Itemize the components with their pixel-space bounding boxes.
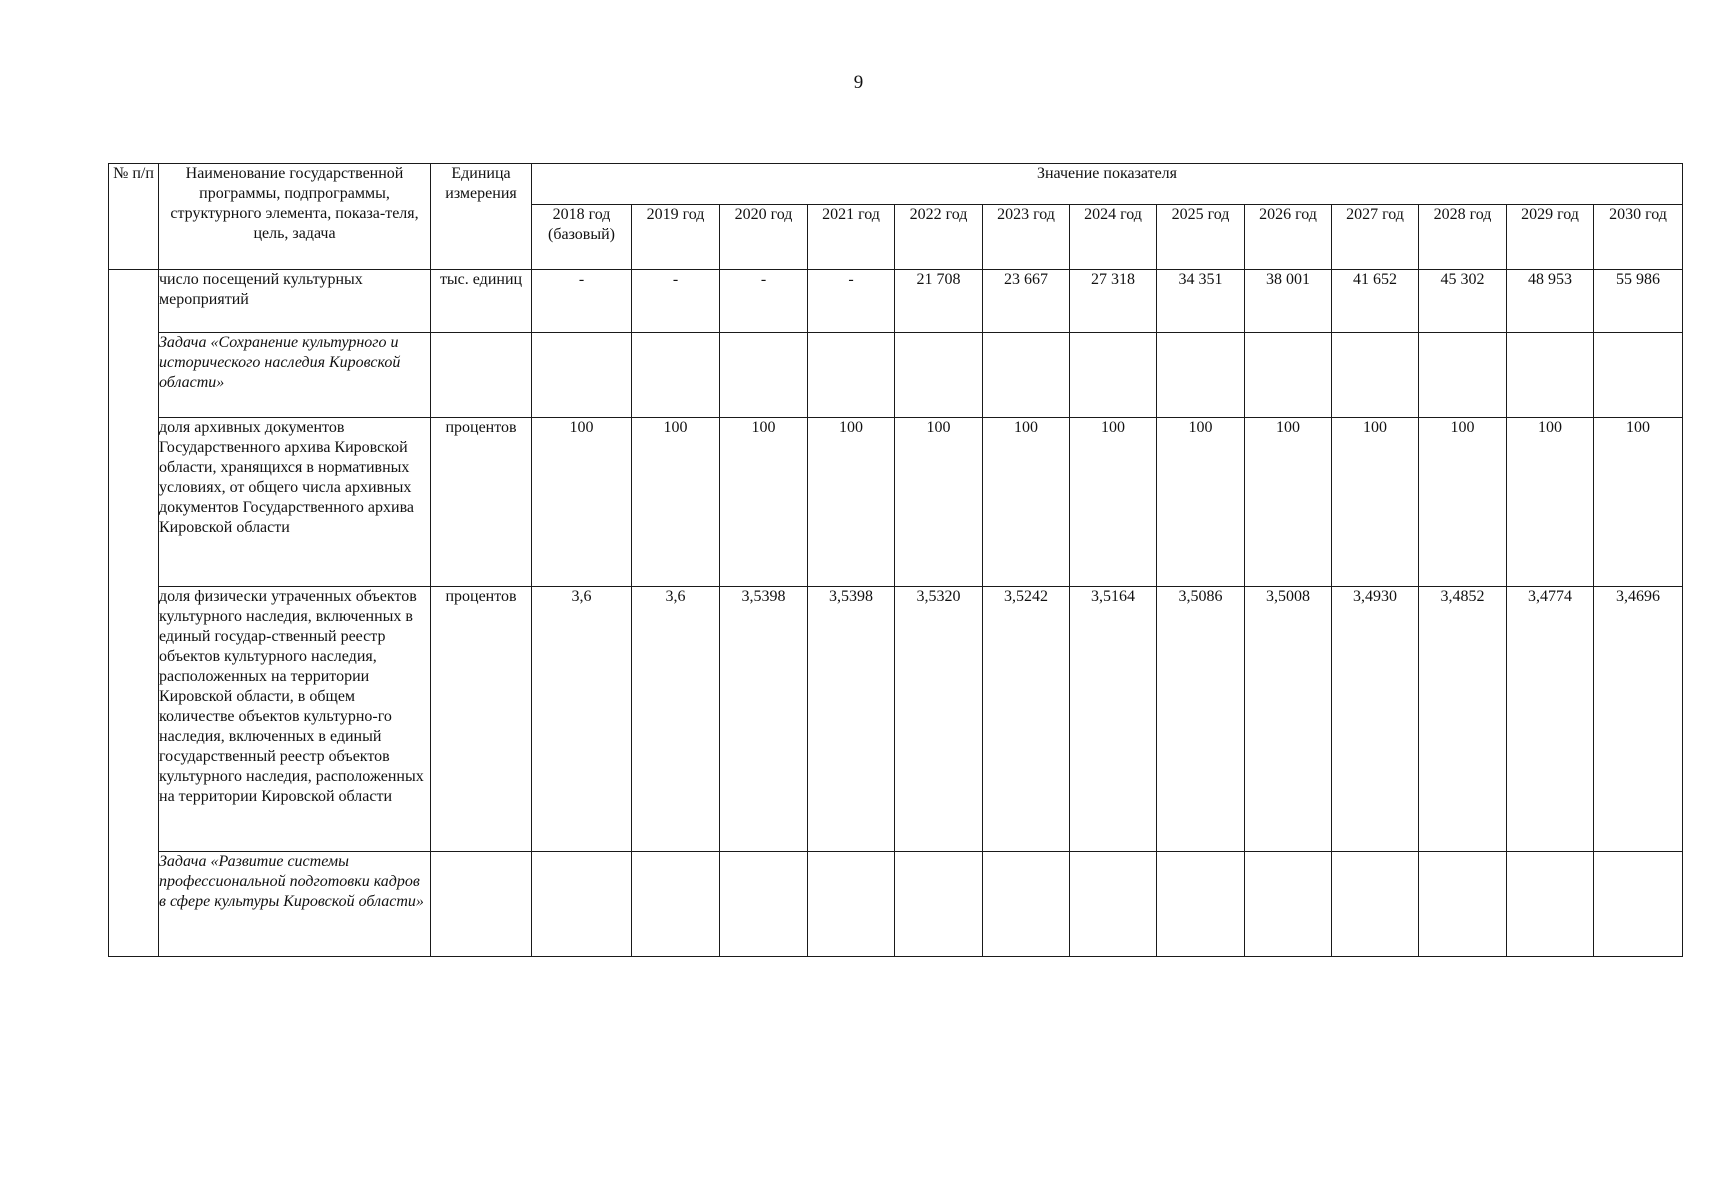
value-cell xyxy=(1507,333,1594,418)
value-cell: 21 708 xyxy=(895,270,983,333)
value-cell: 3,6 xyxy=(632,587,720,852)
value-cell: 100 xyxy=(808,418,895,587)
value-cell: 3,5398 xyxy=(808,587,895,852)
header-year-2018-note: (базовый) xyxy=(548,226,615,243)
value-cell xyxy=(808,852,895,957)
value-cell: 100 xyxy=(983,418,1070,587)
value-cell xyxy=(983,852,1070,957)
value-cell xyxy=(895,333,983,418)
value-cell xyxy=(720,852,808,957)
value-cell: 3,6 xyxy=(532,587,632,852)
value-cell xyxy=(1419,333,1507,418)
value-cell xyxy=(895,852,983,957)
page-number: 9 xyxy=(853,72,864,93)
value-cell: 48 953 xyxy=(1507,270,1594,333)
value-cell: 100 xyxy=(632,418,720,587)
value-cell: 100 xyxy=(1332,418,1419,587)
header-year-2018-label: 2018 год xyxy=(552,206,611,223)
value-cell xyxy=(808,333,895,418)
header-year-2022: 2022 год xyxy=(895,205,983,270)
value-cell xyxy=(1332,852,1419,957)
value-cell: 3,4774 xyxy=(1507,587,1594,852)
indicator-unit xyxy=(431,852,532,957)
value-cell: 3,5086 xyxy=(1157,587,1245,852)
header-year-2018 xyxy=(532,205,632,270)
header-num: № п/п xyxy=(109,164,159,270)
value-cell: 100 xyxy=(895,418,983,587)
value-cell xyxy=(983,333,1070,418)
value-cell: 3,5320 xyxy=(895,587,983,852)
header-year-2027: 2027 год xyxy=(1332,205,1419,270)
row-number-cell xyxy=(109,270,159,957)
header-year-2030: 2030 год xyxy=(1594,205,1683,270)
value-cell: 34 351 xyxy=(1157,270,1245,333)
value-cell: - xyxy=(720,270,808,333)
indicator-unit: процентов xyxy=(431,418,532,587)
value-cell: 100 xyxy=(720,418,808,587)
value-cell: 100 xyxy=(1070,418,1157,587)
value-cell xyxy=(1419,852,1507,957)
table-row xyxy=(109,852,1683,957)
value-cell xyxy=(532,333,632,418)
value-cell: 55 986 xyxy=(1594,270,1683,333)
indicator-name: доля физически утраченных объектов культурного наследия, включенных в единый государ-ственный реестр объектов культурного наследия, расположенных на территории Кировской области, в общем количестве объектов культурно-го наследия, включенных в единый государственный реестр объектов культурного наследия, расположенных на территории Кировской области xyxy=(159,587,431,852)
value-cell: 45 302 xyxy=(1419,270,1507,333)
value-cell: 3,5398 xyxy=(720,587,808,852)
value-cell xyxy=(1070,852,1157,957)
indicators-table xyxy=(108,163,1683,957)
value-cell: 3,5242 xyxy=(983,587,1070,852)
value-cell: 23 667 xyxy=(983,270,1070,333)
value-cell: - xyxy=(632,270,720,333)
value-cell: 100 xyxy=(1157,418,1245,587)
value-cell: 100 xyxy=(532,418,632,587)
value-cell xyxy=(1507,852,1594,957)
value-cell xyxy=(1157,333,1245,418)
value-cell: 100 xyxy=(1594,418,1683,587)
value-cell: 3,4852 xyxy=(1419,587,1507,852)
header-year-2026: 2026 год xyxy=(1245,205,1332,270)
header-year-2028: 2028 год xyxy=(1419,205,1507,270)
header-year-2020: 2020 год xyxy=(720,205,808,270)
header-row-1 xyxy=(109,164,1683,205)
value-cell xyxy=(632,852,720,957)
value-cell xyxy=(1245,333,1332,418)
header-name: Наименование государственной программы, подпрограммы, структурного элемента, показа-теля, цель, задача xyxy=(159,164,431,270)
indicator-name: доля архивных документов Государственного архива Кировской области, хранящихся в нормативных условиях, от общего числа архивных документов Государственного архива Кировской области xyxy=(159,418,431,587)
value-cell xyxy=(1594,852,1683,957)
header-year-2025: 2025 год xyxy=(1157,205,1245,270)
header-year-2021: 2021 год xyxy=(808,205,895,270)
value-cell: 3,4696 xyxy=(1594,587,1683,852)
value-cell: 38 001 xyxy=(1245,270,1332,333)
value-cell: 100 xyxy=(1245,418,1332,587)
task-name: Задача «Развитие системы профессиональной подготовки кадров в сфере культуры Кировской области» xyxy=(159,852,431,957)
value-cell: 41 652 xyxy=(1332,270,1419,333)
table-row xyxy=(109,270,1683,333)
header-year-2023: 2023 год xyxy=(983,205,1070,270)
header-values-group: Значение показателя xyxy=(532,164,1683,205)
header-year-2029: 2029 год xyxy=(1507,205,1594,270)
indicator-unit xyxy=(431,333,532,418)
value-cell: 27 318 xyxy=(1070,270,1157,333)
value-cell: 3,4930 xyxy=(1332,587,1419,852)
value-cell xyxy=(532,852,632,957)
value-cell xyxy=(632,333,720,418)
header-year-2024: 2024 год xyxy=(1070,205,1157,270)
value-cell: - xyxy=(808,270,895,333)
value-cell: - xyxy=(532,270,632,333)
table-row xyxy=(109,418,1683,587)
header-unit: Единица измерения xyxy=(431,164,532,270)
indicator-unit: процентов xyxy=(431,587,532,852)
value-cell xyxy=(720,333,808,418)
table-row xyxy=(109,587,1683,852)
indicator-name: число посещений культурных мероприятий xyxy=(159,270,431,333)
value-cell: 3,5164 xyxy=(1070,587,1157,852)
header-year-2019: 2019 год xyxy=(632,205,720,270)
value-cell xyxy=(1070,333,1157,418)
indicator-unit: тыс. единиц xyxy=(431,270,532,333)
value-cell xyxy=(1332,333,1419,418)
value-cell: 100 xyxy=(1507,418,1594,587)
value-cell xyxy=(1245,852,1332,957)
task-name: Задача «Сохранение культурного и исторического наследия Кировской области» xyxy=(159,333,431,418)
value-cell: 3,5008 xyxy=(1245,587,1332,852)
value-cell xyxy=(1157,852,1245,957)
table-row xyxy=(109,333,1683,418)
value-cell xyxy=(1594,333,1683,418)
value-cell: 100 xyxy=(1419,418,1507,587)
